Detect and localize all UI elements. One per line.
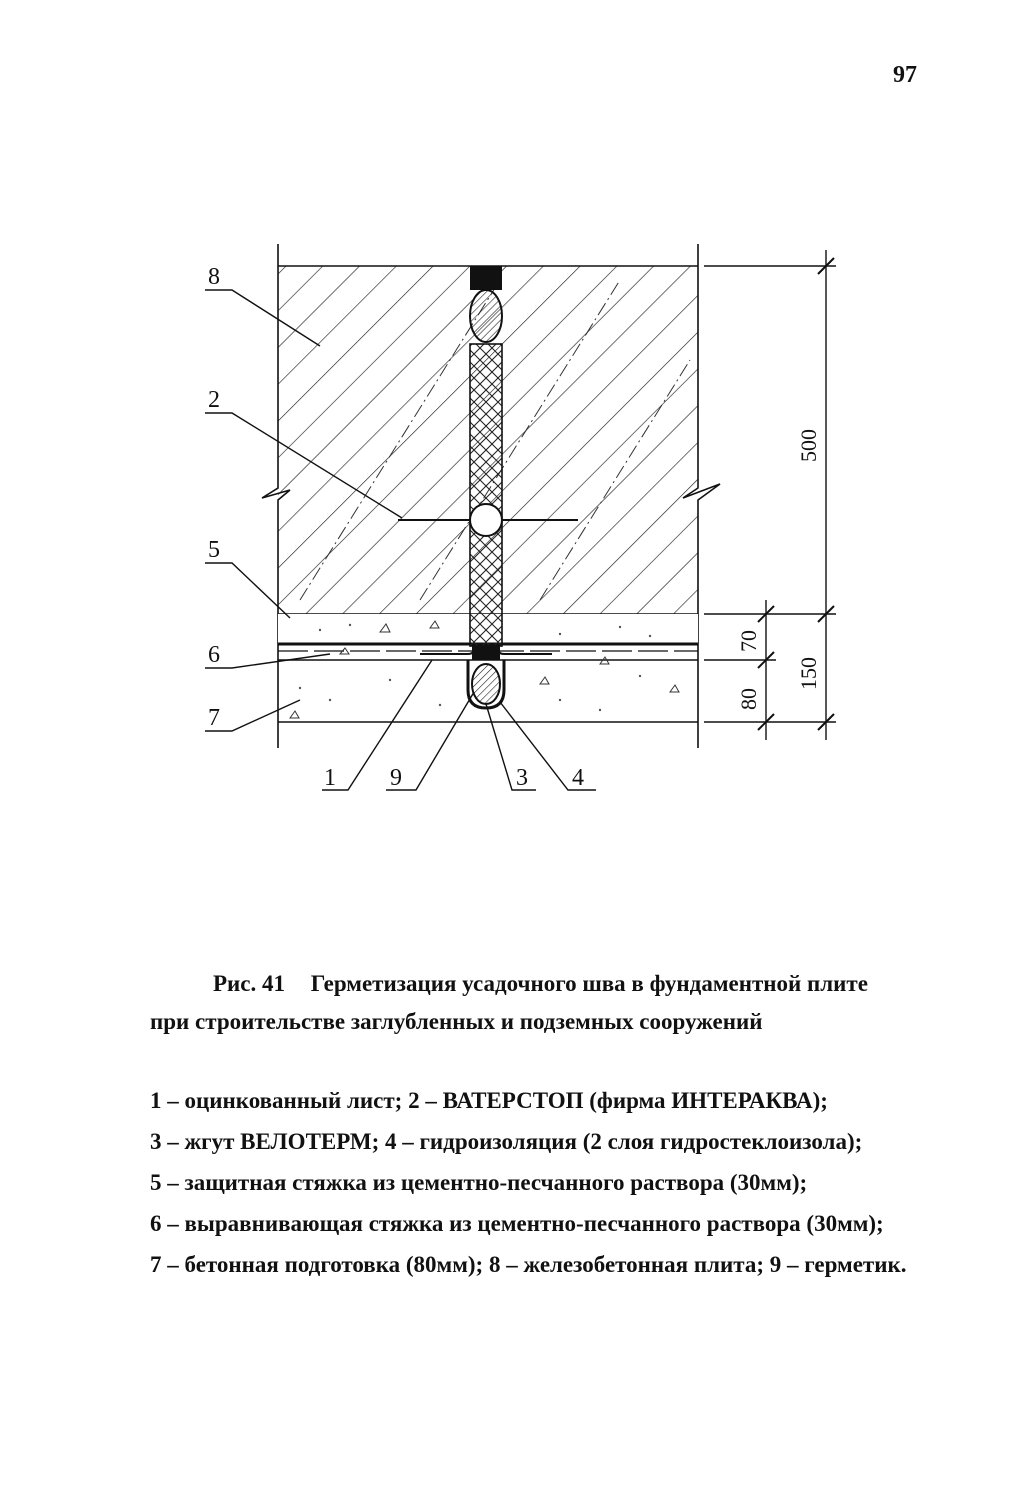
legend-item: 1 – оцинкованный лист; 2 – ВАТЕРСТОП (фирма ИНТЕРАКВА); <box>150 1088 828 1113</box>
legend <box>150 1080 950 1285</box>
callout-1: 1 <box>324 765 336 791</box>
dimension-80: 80 <box>736 688 761 710</box>
figure-label: Рис. 41 <box>213 971 286 996</box>
figure-title-line1: Герметизация усадочного шва в фундаментной плите <box>310 971 868 996</box>
callout-9: 9 <box>390 765 402 791</box>
legend-item: 7 – бетонная подготовка (80мм); 8 – железобетонная плита; 9 – герметик. <box>150 1252 907 1277</box>
figure-title-line2: при строительстве заглубленных и подземных сооружений <box>150 1009 763 1034</box>
callout-6: 6 <box>208 642 220 668</box>
dimension-labels <box>736 429 821 710</box>
callout-7: 7 <box>208 705 220 731</box>
legend-item: 3 – жгут ВЕЛОТЕРМ; 4 – гидроизоляция (2 слоя гидростеклоизола); <box>150 1129 863 1154</box>
callout-4: 4 <box>572 765 584 791</box>
dimension-500: 500 <box>796 429 821 462</box>
dimension-70: 70 <box>736 630 761 652</box>
figure-caption-line1 <box>213 966 993 1002</box>
page-number: 97 <box>893 62 917 88</box>
callout-3: 3 <box>516 765 528 791</box>
dimension-150: 150 <box>796 657 821 690</box>
callout-2: 2 <box>208 387 220 413</box>
legend-item: 5 – защитная стяжка из цементно-песчанного раствора (30мм); <box>150 1170 808 1195</box>
callout-8: 8 <box>208 264 220 290</box>
legend-item: 6 – выравнивающая стяжка из цементно-песчанного раствора (30мм); <box>150 1211 884 1236</box>
callout-5: 5 <box>208 537 220 563</box>
